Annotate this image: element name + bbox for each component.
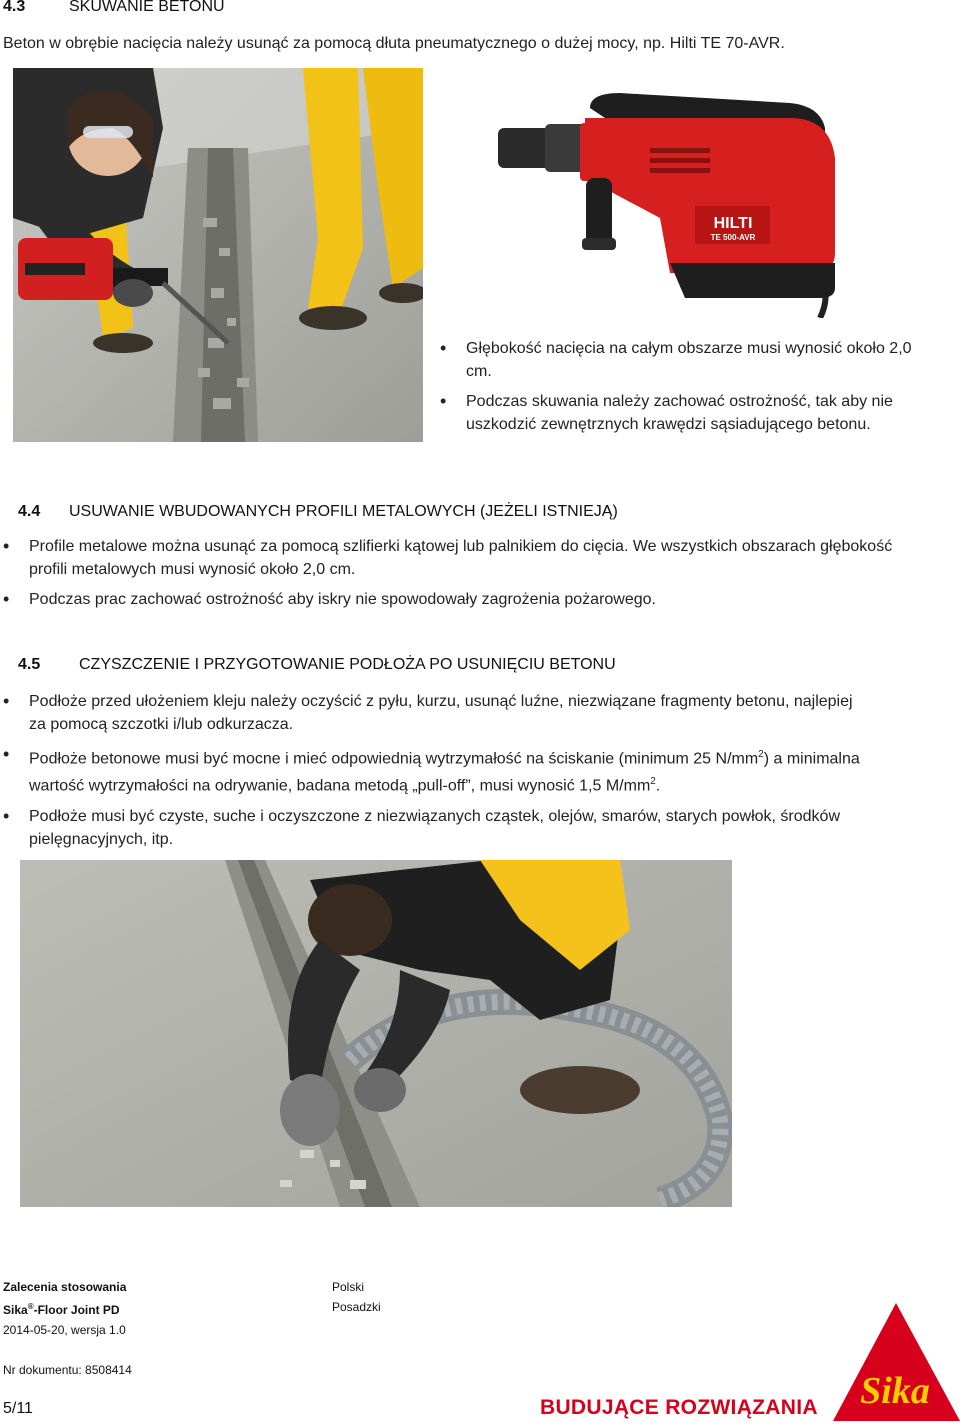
hammer-brand-label: HILTI <box>713 215 753 232</box>
section-intro: Beton w obrębie nacięcia należy usunąć za pomocą dłuta pneumatycznego o dużej mocy, np. Hilti TE 70-AVR. <box>3 35 785 52</box>
section-title: USUWANIE WBUDOWANYCH PROFILI METALOWYCH (JEŻELI ISTNIEJĄ) <box>69 503 618 520</box>
section-number: 4.5 <box>18 656 41 673</box>
page-number: 5/11 <box>3 1400 33 1417</box>
list-item: • Głębokość nacięcia na całym obszarze musi wynosić około 2,0 cm. <box>438 337 938 383</box>
photo-chiseling-concrete <box>13 68 423 442</box>
list-item: • Podłoże betonowe musi być mocne i mieć odpowiednią wytrzymałość na ściskanie (minimum 25 $N/mm^2$) a minimalna wartość wytrzymałości na odrywanie, badana metodą „pull-off”, musi wynosić 1,5 $M/mm^2$. <box>1 743 861 798</box>
sika-logo-registered: ® <box>941 1377 949 1388</box>
sika-logo-text: Sika <box>860 1370 930 1412</box>
list-item: • Podczas skuwania należy zachować ostrożność, tak aby nie uszkodzić zewnętrznych krawędzi sąsiadującego betonu. <box>438 390 938 436</box>
list-item: • Podłoże musi być czyste, suche i oczyszczone z niezwiązanych cząstek, olejów, smarów, starych powłok, środków pielęgnacyjnych, itp. <box>1 805 861 851</box>
section-4-3-heading <box>3 0 225 16</box>
footer-lang <box>332 1277 381 1317</box>
footer-meta <box>3 1277 132 1380</box>
slogan: BUDUJĄCE ROZWIĄZANIA <box>540 1396 818 1419</box>
footer-doc-number: Nr dokumentu: 8508414 <box>3 1363 132 1377</box>
footer-product: Sika®-Floor Joint PD <box>3 1302 120 1317</box>
section-title: CZYSZCZENIE I PRZYGOTOWANIE PODŁOŻA PO USUNIĘCIU BETONU <box>79 656 616 673</box>
sika-logo <box>833 1303 960 1421</box>
hammer-model-label: TE 500-AVR <box>710 233 756 242</box>
footer-date-version: 2014-05-20, wersja 1.0 <box>3 1323 126 1337</box>
photo-hilti-hammer <box>490 88 850 318</box>
section-4-5-heading <box>18 656 616 674</box>
list-item: • Podczas prac zachować ostrożność aby iskry nie spowodowały zagrożenia pożarowego. <box>1 588 901 611</box>
footer-doc-type: Zalecenia stosowania <box>3 1280 127 1294</box>
section-4-5-bullets <box>1 690 861 851</box>
footer-category: Posadzki <box>332 1300 381 1314</box>
list-item: • Profile metalowe można usunąć za pomocą szlifierki kątowej lub palnikiem do cięcia. We wszystkich obszarach głębokość profili metalowych musi wynosić około 2,0 cm. <box>1 535 901 581</box>
footer-language: Polski <box>332 1280 365 1294</box>
section-4-4-bullets <box>1 535 901 611</box>
photo-cleaning-joint <box>20 860 732 1207</box>
section-4-4-heading <box>18 503 618 521</box>
section-title: SKUWANIE BETONU <box>69 0 225 15</box>
list-item: • Podłoże przed ułożeniem kleju należy oczyścić z pyłu, kurzu, usunąć luźne, niezwiązane fragmenty betonu, najlepiej za pomocą szczotki i/lub odkurzacza. <box>1 690 861 736</box>
section-number: 4.4 <box>18 503 41 520</box>
section-number: 4.3 <box>3 0 26 15</box>
section-4-3-bullets <box>438 337 938 436</box>
